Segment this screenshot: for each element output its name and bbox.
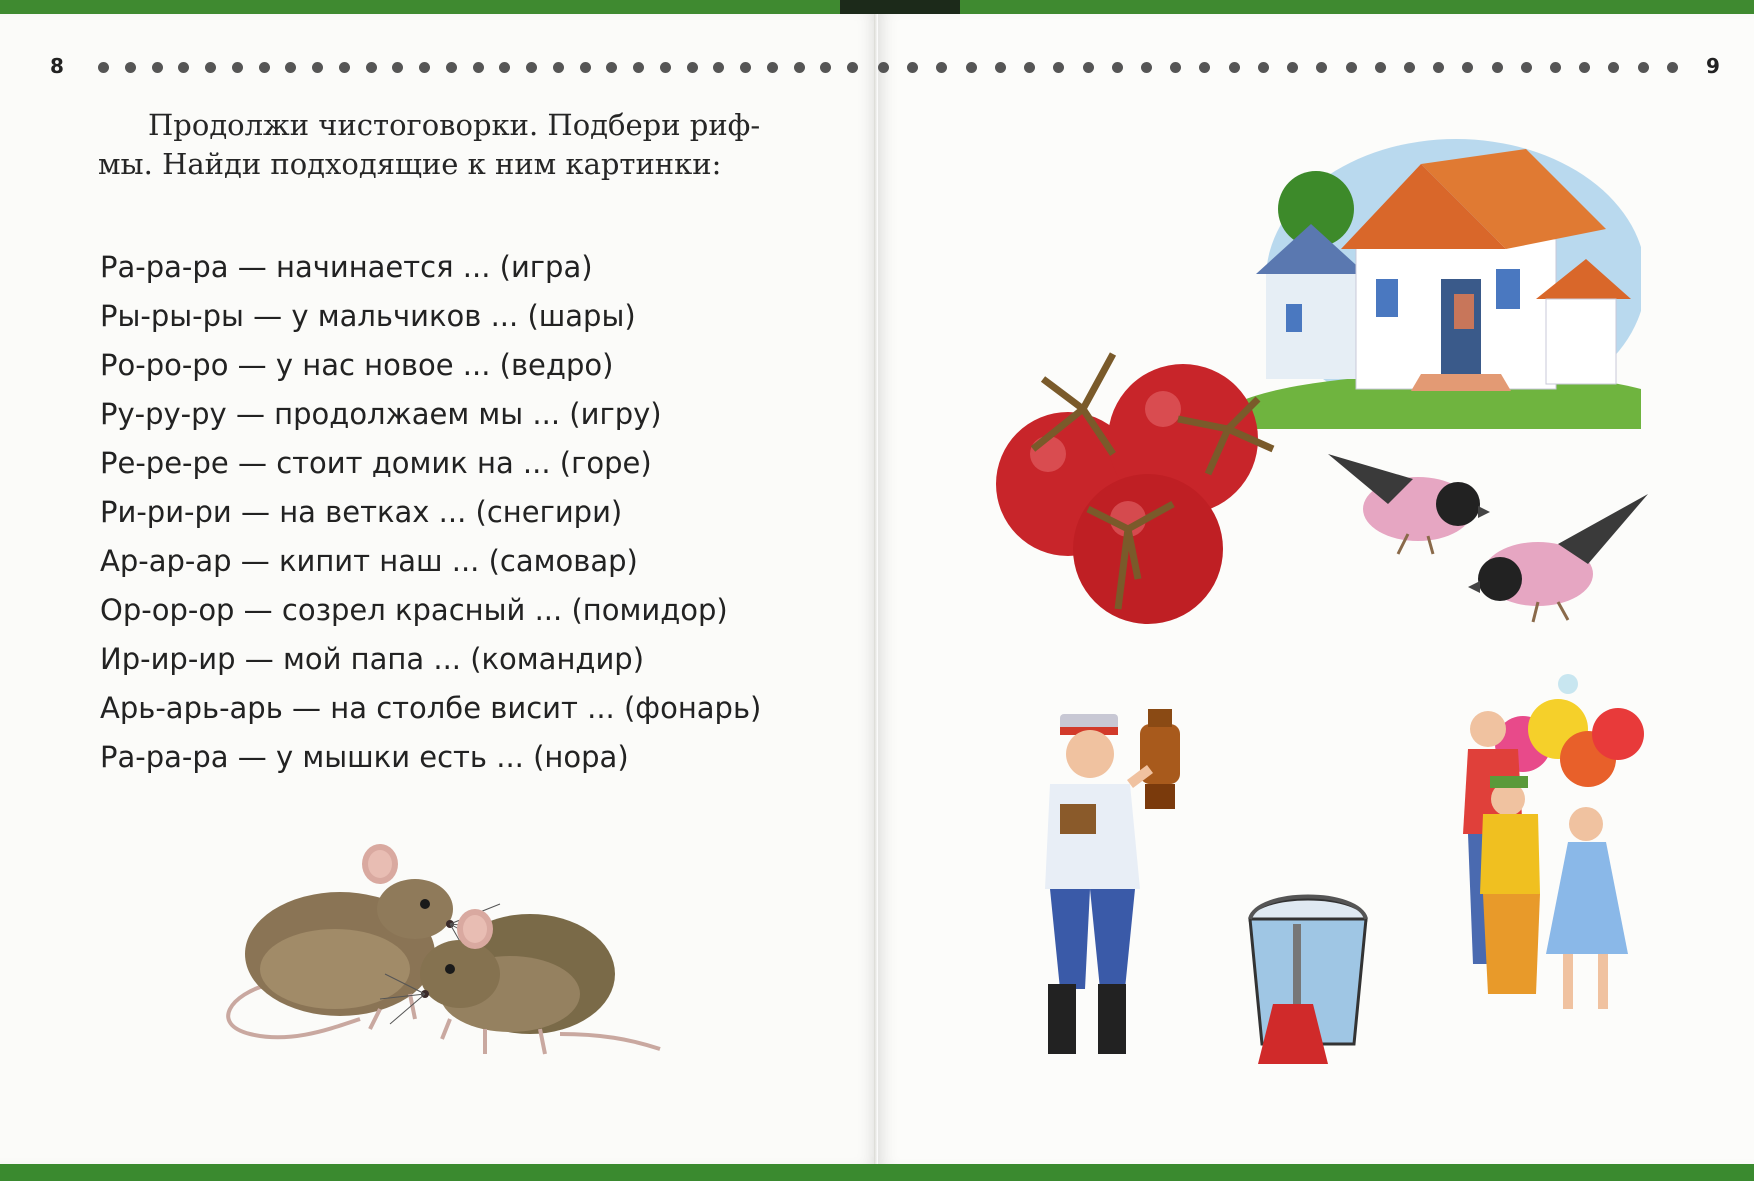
- header-dot: [419, 62, 430, 73]
- header-dot: [1287, 62, 1298, 73]
- header-dot: [687, 62, 698, 73]
- header-dot: [1170, 62, 1181, 73]
- rhyme-line: Ир-ир-ир — мой папа ... (командир): [100, 642, 645, 676]
- rhyme-line: Ор-ор-ор — созрел красный ... (помидор): [100, 593, 728, 627]
- header-dot: [1521, 62, 1532, 73]
- bullfinches-icon: [1328, 434, 1658, 634]
- header-dot: [1492, 62, 1503, 73]
- header-dot: [633, 62, 644, 73]
- instruction-line-1: Продолжи чистоговорки. Подбери риф-: [148, 108, 761, 142]
- rhyme-line: Ро-ро-ро — у нас новое ... (ведро): [100, 348, 614, 382]
- header-dot: [907, 62, 918, 73]
- header-dot: [1141, 62, 1152, 73]
- header-dot: [259, 62, 270, 73]
- mice-icon: [210, 834, 670, 1084]
- bucket-icon: [1238, 894, 1378, 1064]
- header-dot: [1112, 62, 1123, 73]
- header-dot: [366, 62, 377, 73]
- header-dot: [499, 62, 510, 73]
- header-dot: [205, 62, 216, 73]
- header-dot: [125, 62, 136, 73]
- rhyme-line: Ре-ре-ре — стоит домик на ... (горе): [100, 446, 652, 480]
- header-dot: [339, 62, 350, 73]
- commander-with-samovar-icon: [990, 699, 1205, 1069]
- header-dot: [1608, 62, 1619, 73]
- rhyme-line: Ру-ру-ру — продолжаем мы ... (игру): [100, 397, 662, 431]
- header-dot: [1433, 62, 1444, 73]
- header-dot: [1083, 62, 1094, 73]
- header-dot: [446, 62, 457, 73]
- rhyme-line: Ри-ри-ри — на ветках ... (снегири): [100, 495, 623, 529]
- left-page: [0, 14, 878, 1164]
- header-dot: [713, 62, 724, 73]
- instruction-line-2: мы. Найди подходящие к ним картинки:: [98, 147, 722, 181]
- header-dot: [526, 62, 537, 73]
- header-dot: [1550, 62, 1561, 73]
- header-dot: [178, 62, 189, 73]
- header-dot: [1316, 62, 1327, 73]
- header-dot: [1229, 62, 1240, 73]
- header-dot: [1404, 62, 1415, 73]
- header-dot: [847, 62, 858, 73]
- header-dot: [995, 62, 1006, 73]
- rhyme-line: Ры-ры-ры — у мальчиков ... (шары): [100, 299, 636, 333]
- header-dot: [1258, 62, 1269, 73]
- header-dot: [98, 62, 109, 73]
- rhyme-line: Арь-арь-арь — на столбе висит ... (фонарь): [100, 691, 762, 725]
- header-dot: [1346, 62, 1357, 73]
- rhyme-line: Ар-ар-ар — кипит наш ... (самовар): [100, 544, 638, 578]
- right-page: [878, 14, 1754, 1164]
- header-dot: [794, 62, 805, 73]
- header-dot: [878, 62, 889, 73]
- rhyme-list: [100, 243, 761, 782]
- header-dot: [606, 62, 617, 73]
- house-on-hill-icon: [1246, 129, 1641, 429]
- header-dot: [553, 62, 564, 73]
- header-dot: [1638, 62, 1649, 73]
- header-dot: [1579, 62, 1590, 73]
- header-dot: [473, 62, 484, 73]
- header-dot: [660, 62, 671, 73]
- header-dot: [740, 62, 751, 73]
- header-dot: [580, 62, 591, 73]
- tomatoes-icon: [988, 334, 1288, 654]
- header-dot: [966, 62, 977, 73]
- header-dot: [1199, 62, 1210, 73]
- page-number-right: 9: [1706, 54, 1720, 78]
- header-dot: [936, 62, 947, 73]
- header-dot: [232, 62, 243, 73]
- header-dot: [767, 62, 778, 73]
- header-dot: [820, 62, 831, 73]
- page-number-left: 8: [50, 54, 64, 78]
- children-with-balloons-icon: [1428, 664, 1668, 1044]
- dotted-header-right: [878, 61, 1678, 73]
- rhyme-line: Ра-ра-ра — начинается ... (игра): [100, 250, 593, 284]
- rhyme-line: Ра-ра-ра — у мышки есть ... (нора): [100, 740, 629, 774]
- header-dot: [1667, 62, 1678, 73]
- header-dot: [312, 62, 323, 73]
- header-dot: [152, 62, 163, 73]
- dotted-header-left: [98, 61, 858, 73]
- header-dot: [1053, 62, 1064, 73]
- header-dot: [1375, 62, 1386, 73]
- header-dot: [1462, 62, 1473, 73]
- header-dot: [1024, 62, 1035, 73]
- instruction-text: [98, 106, 803, 184]
- header-dot: [285, 62, 296, 73]
- header-dot: [392, 62, 403, 73]
